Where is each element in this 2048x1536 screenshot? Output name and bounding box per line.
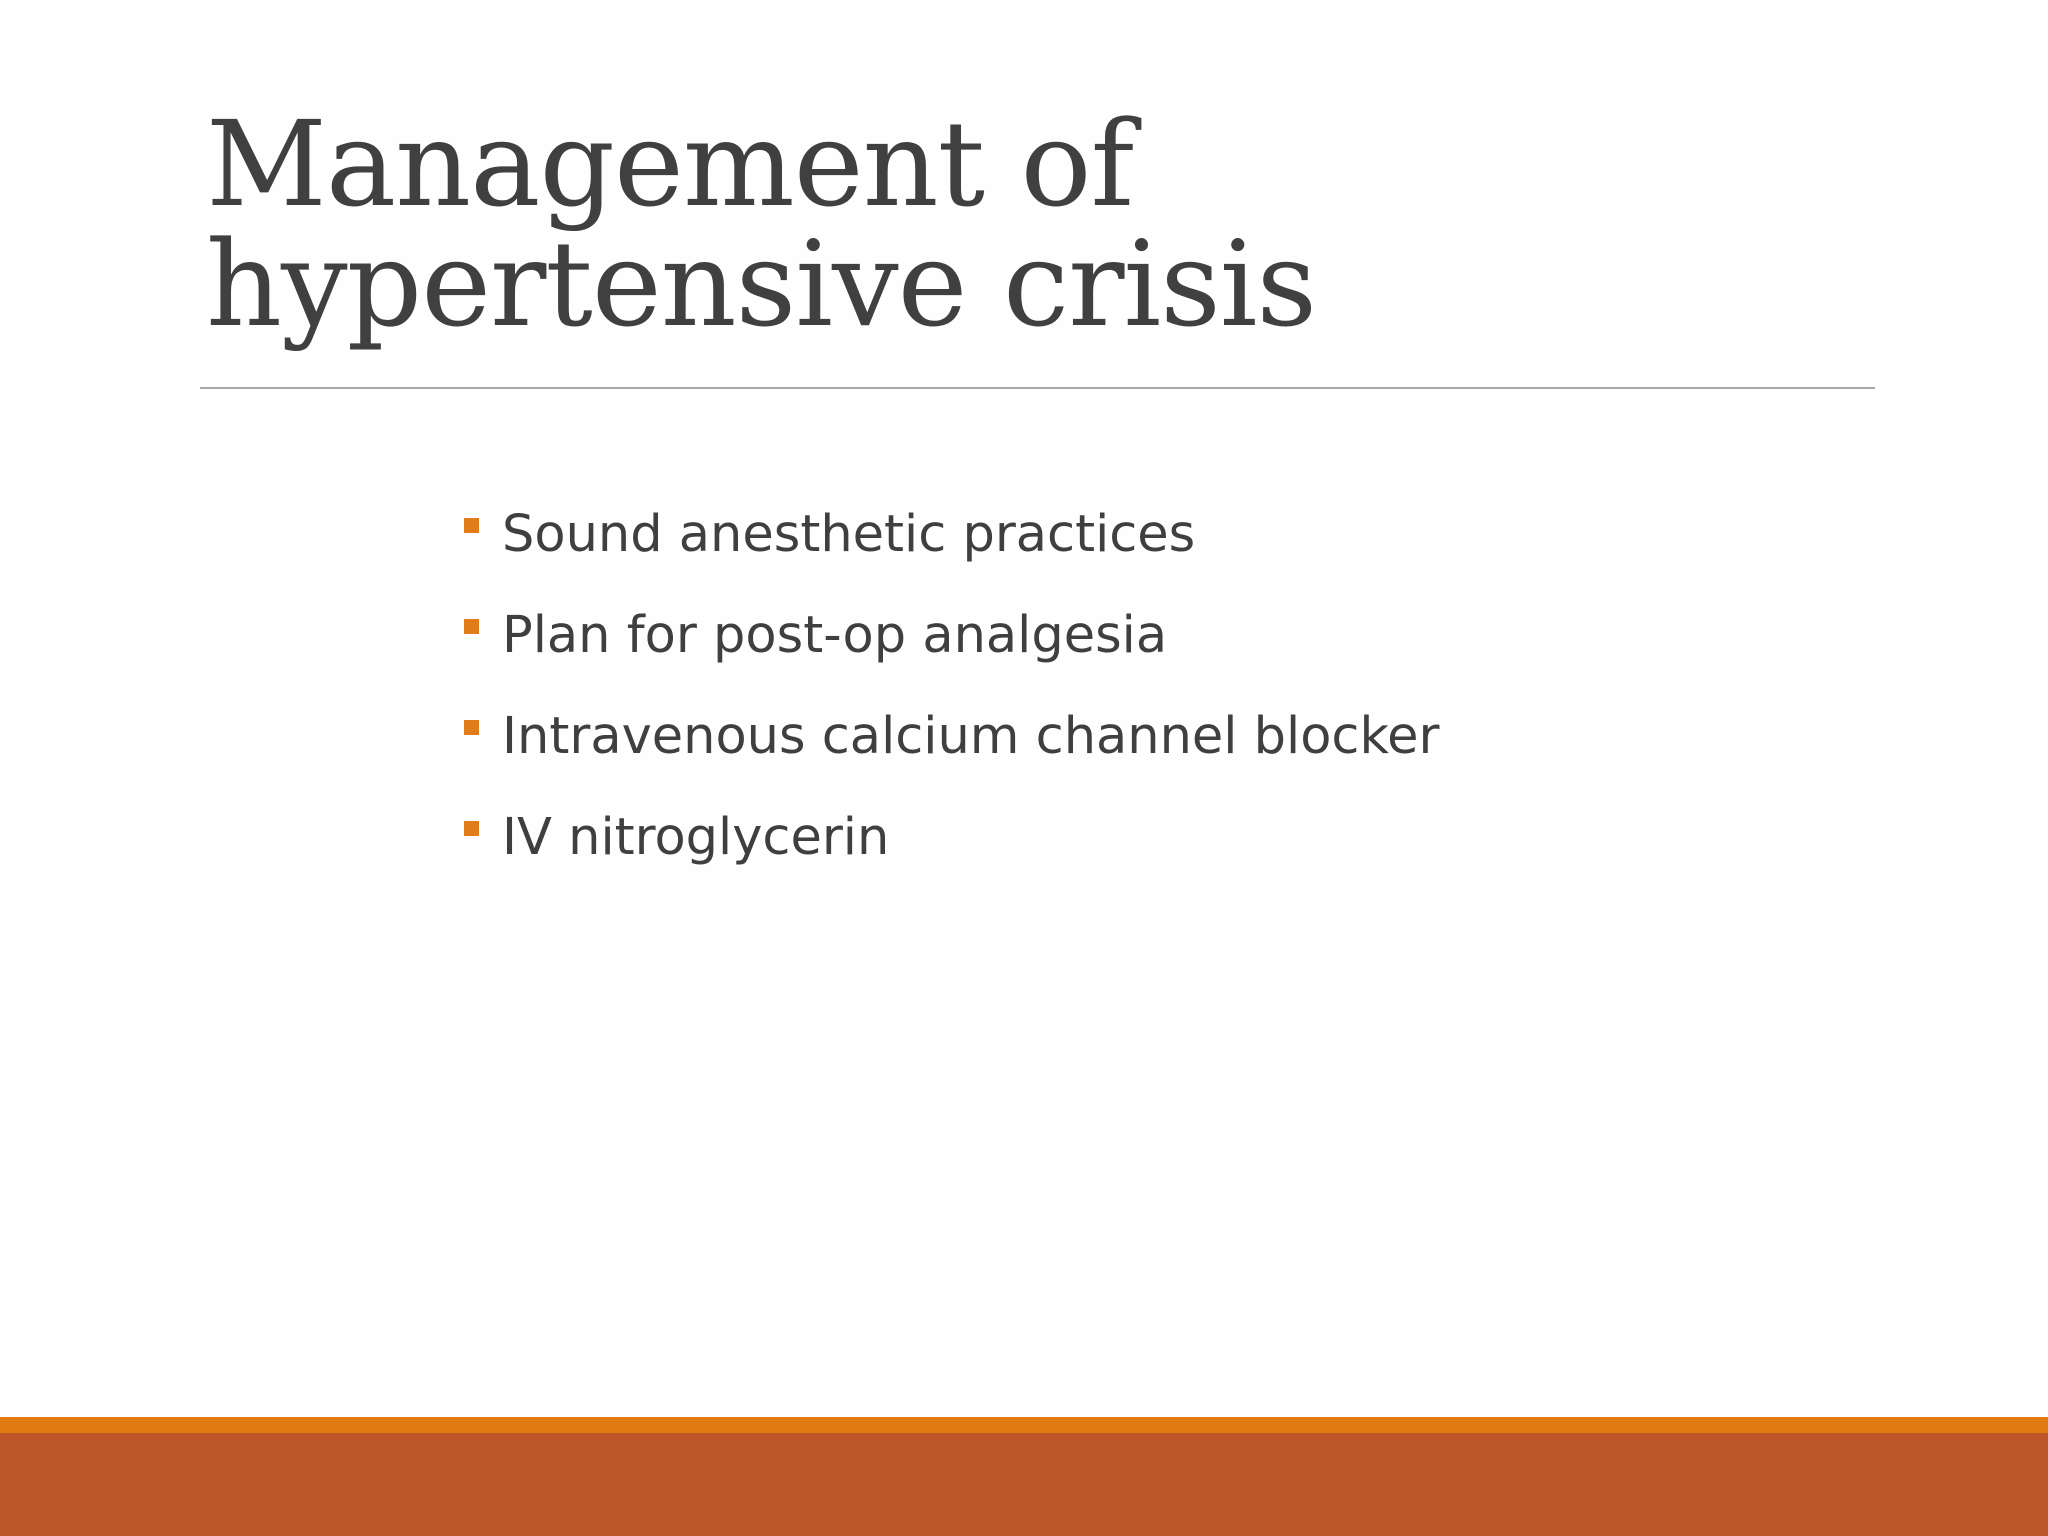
bullet-item <box>460 601 1440 702</box>
footer-band <box>0 1433 2048 1536</box>
title-divider <box>200 387 1875 389</box>
square-bullet-icon <box>464 720 479 735</box>
bullet-text: Intravenous calcium channel blocker <box>502 707 1440 766</box>
slide-title: Management of hypertensive crisis <box>206 95 1317 353</box>
bullet-item <box>460 500 1440 601</box>
bullet-text: IV nitroglycerin <box>502 808 890 867</box>
square-bullet-icon <box>464 821 479 836</box>
footer-accent-stripe <box>0 1417 2048 1433</box>
bullet-text: Plan for post-op analgesia <box>502 606 1168 665</box>
square-bullet-icon <box>464 619 479 634</box>
square-bullet-icon <box>464 518 479 533</box>
bullet-item <box>460 702 1440 803</box>
bullet-text: Sound anesthetic practices <box>502 505 1196 564</box>
bullet-item <box>460 803 1440 904</box>
bullet-list <box>460 500 1440 904</box>
